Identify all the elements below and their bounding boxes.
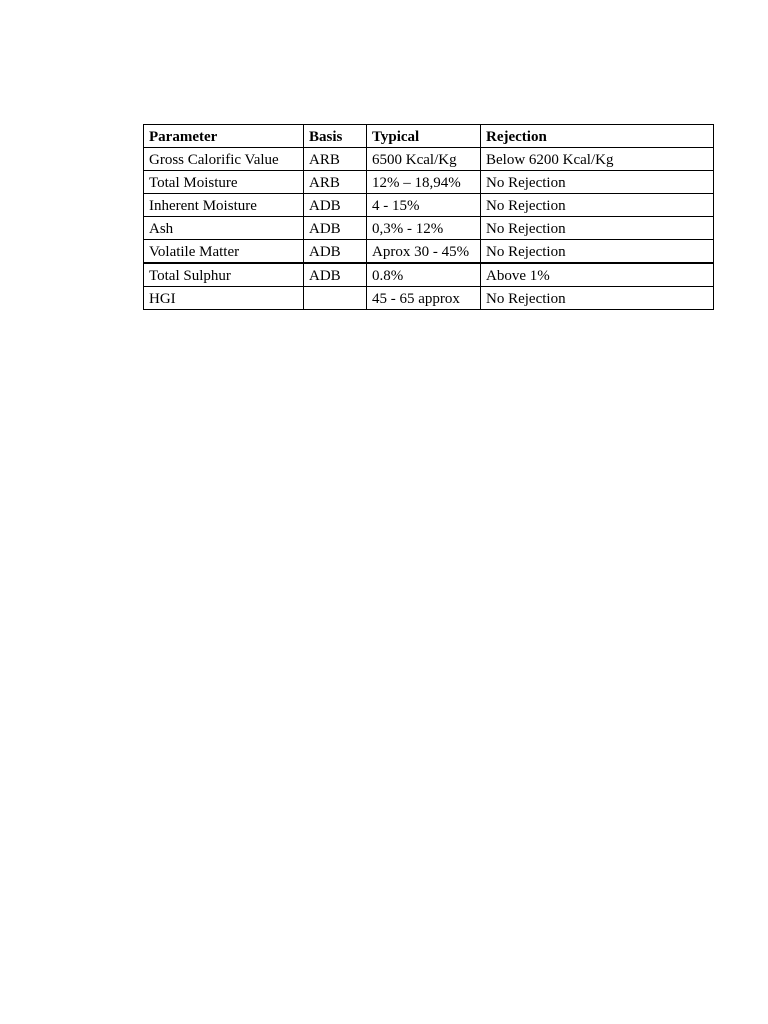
- table-row: [144, 217, 714, 240]
- table-header-row: [144, 125, 714, 148]
- table-row: [144, 194, 714, 217]
- cell-rejection: No Rejection: [481, 171, 714, 194]
- cell-parameter: Total Sulphur: [144, 263, 304, 287]
- cell-rejection: Above 1%: [481, 263, 714, 287]
- cell-typical: 0.8%: [367, 263, 481, 287]
- header-basis: Basis: [304, 125, 367, 148]
- cell-basis: ADB: [304, 217, 367, 240]
- cell-parameter: Total Moisture: [144, 171, 304, 194]
- cell-parameter: Inherent Moisture: [144, 194, 304, 217]
- table-row: [144, 263, 714, 287]
- cell-parameter: Gross Calorific Value: [144, 148, 304, 171]
- table-row: [144, 287, 714, 310]
- cell-rejection: Below 6200 Kcal/Kg: [481, 148, 714, 171]
- cell-basis: ADB: [304, 194, 367, 217]
- cell-typical: 0,3% - 12%: [367, 217, 481, 240]
- header-parameter: Parameter: [144, 125, 304, 148]
- cell-typical: Aprox 30 - 45%: [367, 240, 481, 264]
- cell-parameter: HGI: [144, 287, 304, 310]
- cell-basis: ARB: [304, 171, 367, 194]
- cell-parameter: Ash: [144, 217, 304, 240]
- cell-parameter: Volatile Matter: [144, 240, 304, 264]
- cell-basis: ARB: [304, 148, 367, 171]
- table-row: [144, 148, 714, 171]
- cell-rejection: No Rejection: [481, 287, 714, 310]
- table-row: [144, 171, 714, 194]
- header-rejection: Rejection: [481, 125, 714, 148]
- header-typical: Typical: [367, 125, 481, 148]
- cell-basis: ADB: [304, 263, 367, 287]
- cell-rejection: No Rejection: [481, 217, 714, 240]
- cell-basis: ADB: [304, 240, 367, 264]
- cell-typical: 6500 Kcal/Kg: [367, 148, 481, 171]
- cell-rejection: No Rejection: [481, 240, 714, 264]
- coal-spec-table: [143, 124, 714, 310]
- table-row: [144, 240, 714, 264]
- cell-rejection: No Rejection: [481, 194, 714, 217]
- cell-basis: [304, 287, 367, 310]
- cell-typical: 45 - 65 approx: [367, 287, 481, 310]
- cell-typical: 12% – 18,94%: [367, 171, 481, 194]
- cell-typical: 4 - 15%: [367, 194, 481, 217]
